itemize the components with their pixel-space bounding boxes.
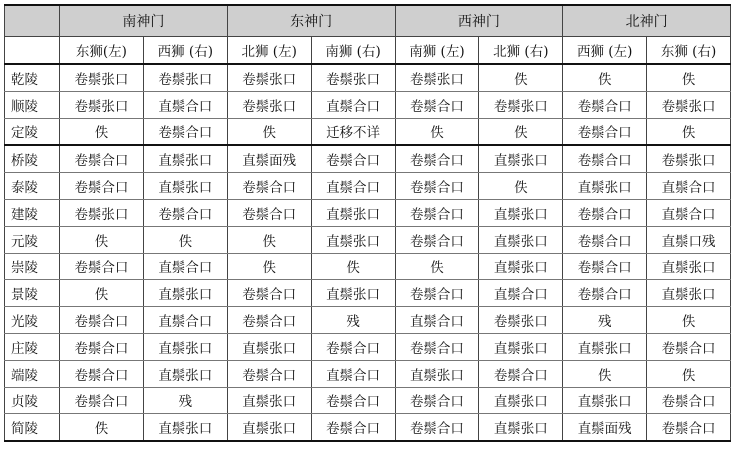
lion-style-cell: 直鬃张口 [479, 253, 563, 280]
lion-style-cell: 直鬃张口 [479, 145, 563, 172]
lion-style-cell: 直鬃张口 [563, 173, 647, 200]
lion-style-cell: 佚 [563, 360, 647, 387]
lion-style-cell: 卷鬃合口 [647, 387, 731, 414]
lion-style-cell: 卷鬃合口 [311, 145, 395, 172]
lion-style-cell: 卷鬃合口 [311, 333, 395, 360]
lion-style-cell: 佚 [479, 118, 563, 145]
lion-style-cell: 卷鬃合口 [479, 360, 563, 387]
lion-style-cell: 佚 [227, 226, 311, 253]
lion-style-cell: 卷鬃张口 [395, 64, 479, 91]
lion-style-cell: 卷鬃张口 [60, 64, 144, 91]
lion-style-cell: 佚 [563, 64, 647, 91]
lion-style-cell: 卷鬃合口 [227, 280, 311, 307]
lion-style-cell: 残 [143, 387, 227, 414]
lion-style-cell: 直鬃张口 [479, 387, 563, 414]
lion-style-cell: 直鬃合口 [479, 280, 563, 307]
tomb-name-cell: 泰陵 [5, 173, 60, 200]
lion-style-cell: 卷鬃合口 [60, 360, 144, 387]
lion-style-cell: 卷鬃合口 [395, 226, 479, 253]
lion-style-cell: 直鬃张口 [647, 253, 731, 280]
lion-style-cell: 卷鬃张口 [647, 145, 731, 172]
table-row [5, 307, 731, 334]
lion-style-cell: 卷鬃合口 [563, 118, 647, 145]
lion-style-cell: 直鬃张口 [311, 226, 395, 253]
lion-header: 西狮 (左) [563, 37, 647, 65]
lion-style-cell: 卷鬃张口 [227, 91, 311, 118]
lion-style-cell: 卷鬃合口 [563, 91, 647, 118]
lion-style-cell: 直鬃张口 [143, 145, 227, 172]
lion-style-cell: 直鬃合口 [647, 199, 731, 226]
table-row [5, 253, 731, 280]
table-row [5, 118, 731, 145]
lion-style-cell: 直鬃张口 [227, 387, 311, 414]
lion-style-cell: 卷鬃合口 [395, 199, 479, 226]
lion-style-cell: 直鬃张口 [227, 333, 311, 360]
lion-style-cell: 卷鬃合口 [60, 253, 144, 280]
lion-style-cell: 卷鬃合口 [563, 145, 647, 172]
table-row [5, 199, 731, 226]
lion-style-cell: 卷鬃合口 [60, 145, 144, 172]
lion-style-cell: 卷鬃张口 [60, 91, 144, 118]
table-body [5, 64, 731, 441]
corner-cell [5, 37, 60, 65]
lion-style-cell: 直鬃口残 [647, 226, 731, 253]
gate-header-row [5, 5, 731, 37]
lion-style-cell: 卷鬃合口 [227, 360, 311, 387]
lion-style-cell: 直鬃合口 [311, 360, 395, 387]
lion-style-cell: 直鬃合口 [143, 253, 227, 280]
lion-style-cell: 佚 [395, 118, 479, 145]
lion-style-cell: 卷鬃合口 [60, 333, 144, 360]
lion-table-container [4, 4, 731, 442]
tomb-name-cell: 端陵 [5, 360, 60, 387]
gate-header: 西神门 [395, 5, 563, 37]
lion-style-cell: 佚 [60, 414, 144, 441]
tomb-name-cell: 顺陵 [5, 91, 60, 118]
tomb-name-cell: 元陵 [5, 226, 60, 253]
lion-style-cell: 卷鬃合口 [395, 280, 479, 307]
lion-table [4, 4, 731, 442]
lion-style-cell: 卷鬃张口 [479, 307, 563, 334]
lion-style-cell: 卷鬃合口 [647, 414, 731, 441]
lion-style-cell: 直鬃合口 [143, 307, 227, 334]
lion-style-cell: 卷鬃张口 [60, 199, 144, 226]
lion-style-cell: 直鬃张口 [143, 414, 227, 441]
lion-style-cell: 卷鬃合口 [647, 333, 731, 360]
lion-style-cell: 直鬃张口 [143, 280, 227, 307]
lion-style-cell: 佚 [60, 226, 144, 253]
lion-style-cell: 卷鬃合口 [227, 173, 311, 200]
tomb-name-cell: 定陵 [5, 118, 60, 145]
table-row [5, 280, 731, 307]
lion-style-cell: 迁移不详 [311, 118, 395, 145]
lion-style-cell: 佚 [647, 64, 731, 91]
lion-style-cell: 佚 [143, 226, 227, 253]
lion-style-cell: 佚 [60, 118, 144, 145]
lion-header: 西狮 (右) [143, 37, 227, 65]
corner-cell [5, 5, 60, 37]
lion-style-cell: 卷鬃合口 [227, 307, 311, 334]
lion-style-cell: 卷鬃合口 [60, 387, 144, 414]
lion-style-cell: 直鬃张口 [479, 414, 563, 441]
lion-style-cell: 佚 [647, 118, 731, 145]
lion-style-cell: 直鬃张口 [479, 226, 563, 253]
lion-style-cell: 佚 [311, 253, 395, 280]
lion-style-cell: 直鬃合口 [311, 173, 395, 200]
lion-style-cell: 佚 [227, 253, 311, 280]
lion-style-cell: 卷鬃合口 [143, 118, 227, 145]
tomb-name-cell: 崇陵 [5, 253, 60, 280]
lion-style-cell: 卷鬃合口 [395, 414, 479, 441]
lion-style-cell: 直鬃张口 [479, 333, 563, 360]
table-row [5, 145, 731, 172]
lion-style-cell: 直鬃面残 [563, 414, 647, 441]
lion-style-cell: 卷鬃张口 [227, 64, 311, 91]
lion-style-cell: 直鬃张口 [311, 280, 395, 307]
tomb-name-cell: 贞陵 [5, 387, 60, 414]
lion-style-cell: 直鬃合口 [143, 91, 227, 118]
lion-style-cell: 卷鬃张口 [143, 64, 227, 91]
lion-style-cell: 直鬃张口 [311, 199, 395, 226]
lion-style-cell: 佚 [395, 253, 479, 280]
lion-style-cell: 卷鬃合口 [395, 145, 479, 172]
lion-style-cell: 卷鬃合口 [395, 333, 479, 360]
lion-style-cell: 卷鬃合口 [143, 199, 227, 226]
lion-style-cell: 佚 [647, 307, 731, 334]
lion-style-cell: 卷鬃合口 [227, 199, 311, 226]
lion-style-cell: 直鬃张口 [479, 199, 563, 226]
lion-style-cell: 残 [563, 307, 647, 334]
lion-style-cell: 直鬃张口 [395, 360, 479, 387]
lion-style-cell: 卷鬃合口 [311, 414, 395, 441]
table-row [5, 64, 731, 91]
gate-header: 南神门 [60, 5, 228, 37]
lion-header: 北狮 (右) [479, 37, 563, 65]
lion-style-cell: 卷鬃合口 [563, 280, 647, 307]
lion-style-cell: 卷鬃合口 [395, 387, 479, 414]
tomb-name-cell: 光陵 [5, 307, 60, 334]
lion-style-cell: 佚 [647, 360, 731, 387]
lion-style-cell: 直鬃面残 [227, 145, 311, 172]
lion-header: 东狮(左) [60, 37, 144, 65]
tomb-name-cell: 简陵 [5, 414, 60, 441]
lion-style-cell: 佚 [479, 173, 563, 200]
tomb-name-cell: 景陵 [5, 280, 60, 307]
lion-style-cell: 卷鬃合口 [60, 173, 144, 200]
gate-header: 北神门 [563, 5, 731, 37]
lion-style-cell: 卷鬃合口 [563, 253, 647, 280]
lion-style-cell: 残 [311, 307, 395, 334]
lion-header: 南狮 (左) [395, 37, 479, 65]
table-row [5, 226, 731, 253]
lion-style-cell: 直鬃张口 [563, 333, 647, 360]
lion-style-cell: 卷鬃合口 [563, 199, 647, 226]
table-row [5, 360, 731, 387]
lion-style-cell: 卷鬃张口 [479, 91, 563, 118]
lion-style-cell: 卷鬃合口 [60, 307, 144, 334]
lion-style-cell: 卷鬃合口 [311, 387, 395, 414]
lion-style-cell: 直鬃合口 [311, 91, 395, 118]
table-row [5, 414, 731, 441]
lion-style-cell: 直鬃张口 [143, 333, 227, 360]
table-row [5, 173, 731, 200]
lion-header: 南狮 (右) [311, 37, 395, 65]
lion-style-cell: 直鬃张口 [143, 173, 227, 200]
lion-header: 北狮 (左) [227, 37, 311, 65]
lion-header: 东狮 (右) [647, 37, 731, 65]
tomb-name-cell: 桥陵 [5, 145, 60, 172]
lion-style-cell: 佚 [227, 118, 311, 145]
lion-style-cell: 直鬃张口 [647, 280, 731, 307]
tomb-name-cell: 建陵 [5, 199, 60, 226]
lion-style-cell: 直鬃张口 [143, 360, 227, 387]
lion-style-cell: 卷鬃张口 [647, 91, 731, 118]
lion-header-row [5, 37, 731, 65]
lion-style-cell: 直鬃张口 [227, 414, 311, 441]
tomb-name-cell: 乾陵 [5, 64, 60, 91]
lion-style-cell: 卷鬃合口 [395, 173, 479, 200]
lion-style-cell: 直鬃合口 [395, 307, 479, 334]
lion-style-cell: 佚 [479, 64, 563, 91]
lion-style-cell: 直鬃合口 [647, 173, 731, 200]
lion-style-cell: 佚 [60, 280, 144, 307]
table-row [5, 91, 731, 118]
tomb-name-cell: 庄陵 [5, 333, 60, 360]
lion-style-cell: 卷鬃张口 [311, 64, 395, 91]
table-row [5, 387, 731, 414]
lion-style-cell: 卷鬃合口 [395, 91, 479, 118]
lion-style-cell: 卷鬃合口 [563, 226, 647, 253]
gate-header: 东神门 [227, 5, 395, 37]
table-row [5, 333, 731, 360]
lion-style-cell: 直鬃张口 [563, 387, 647, 414]
